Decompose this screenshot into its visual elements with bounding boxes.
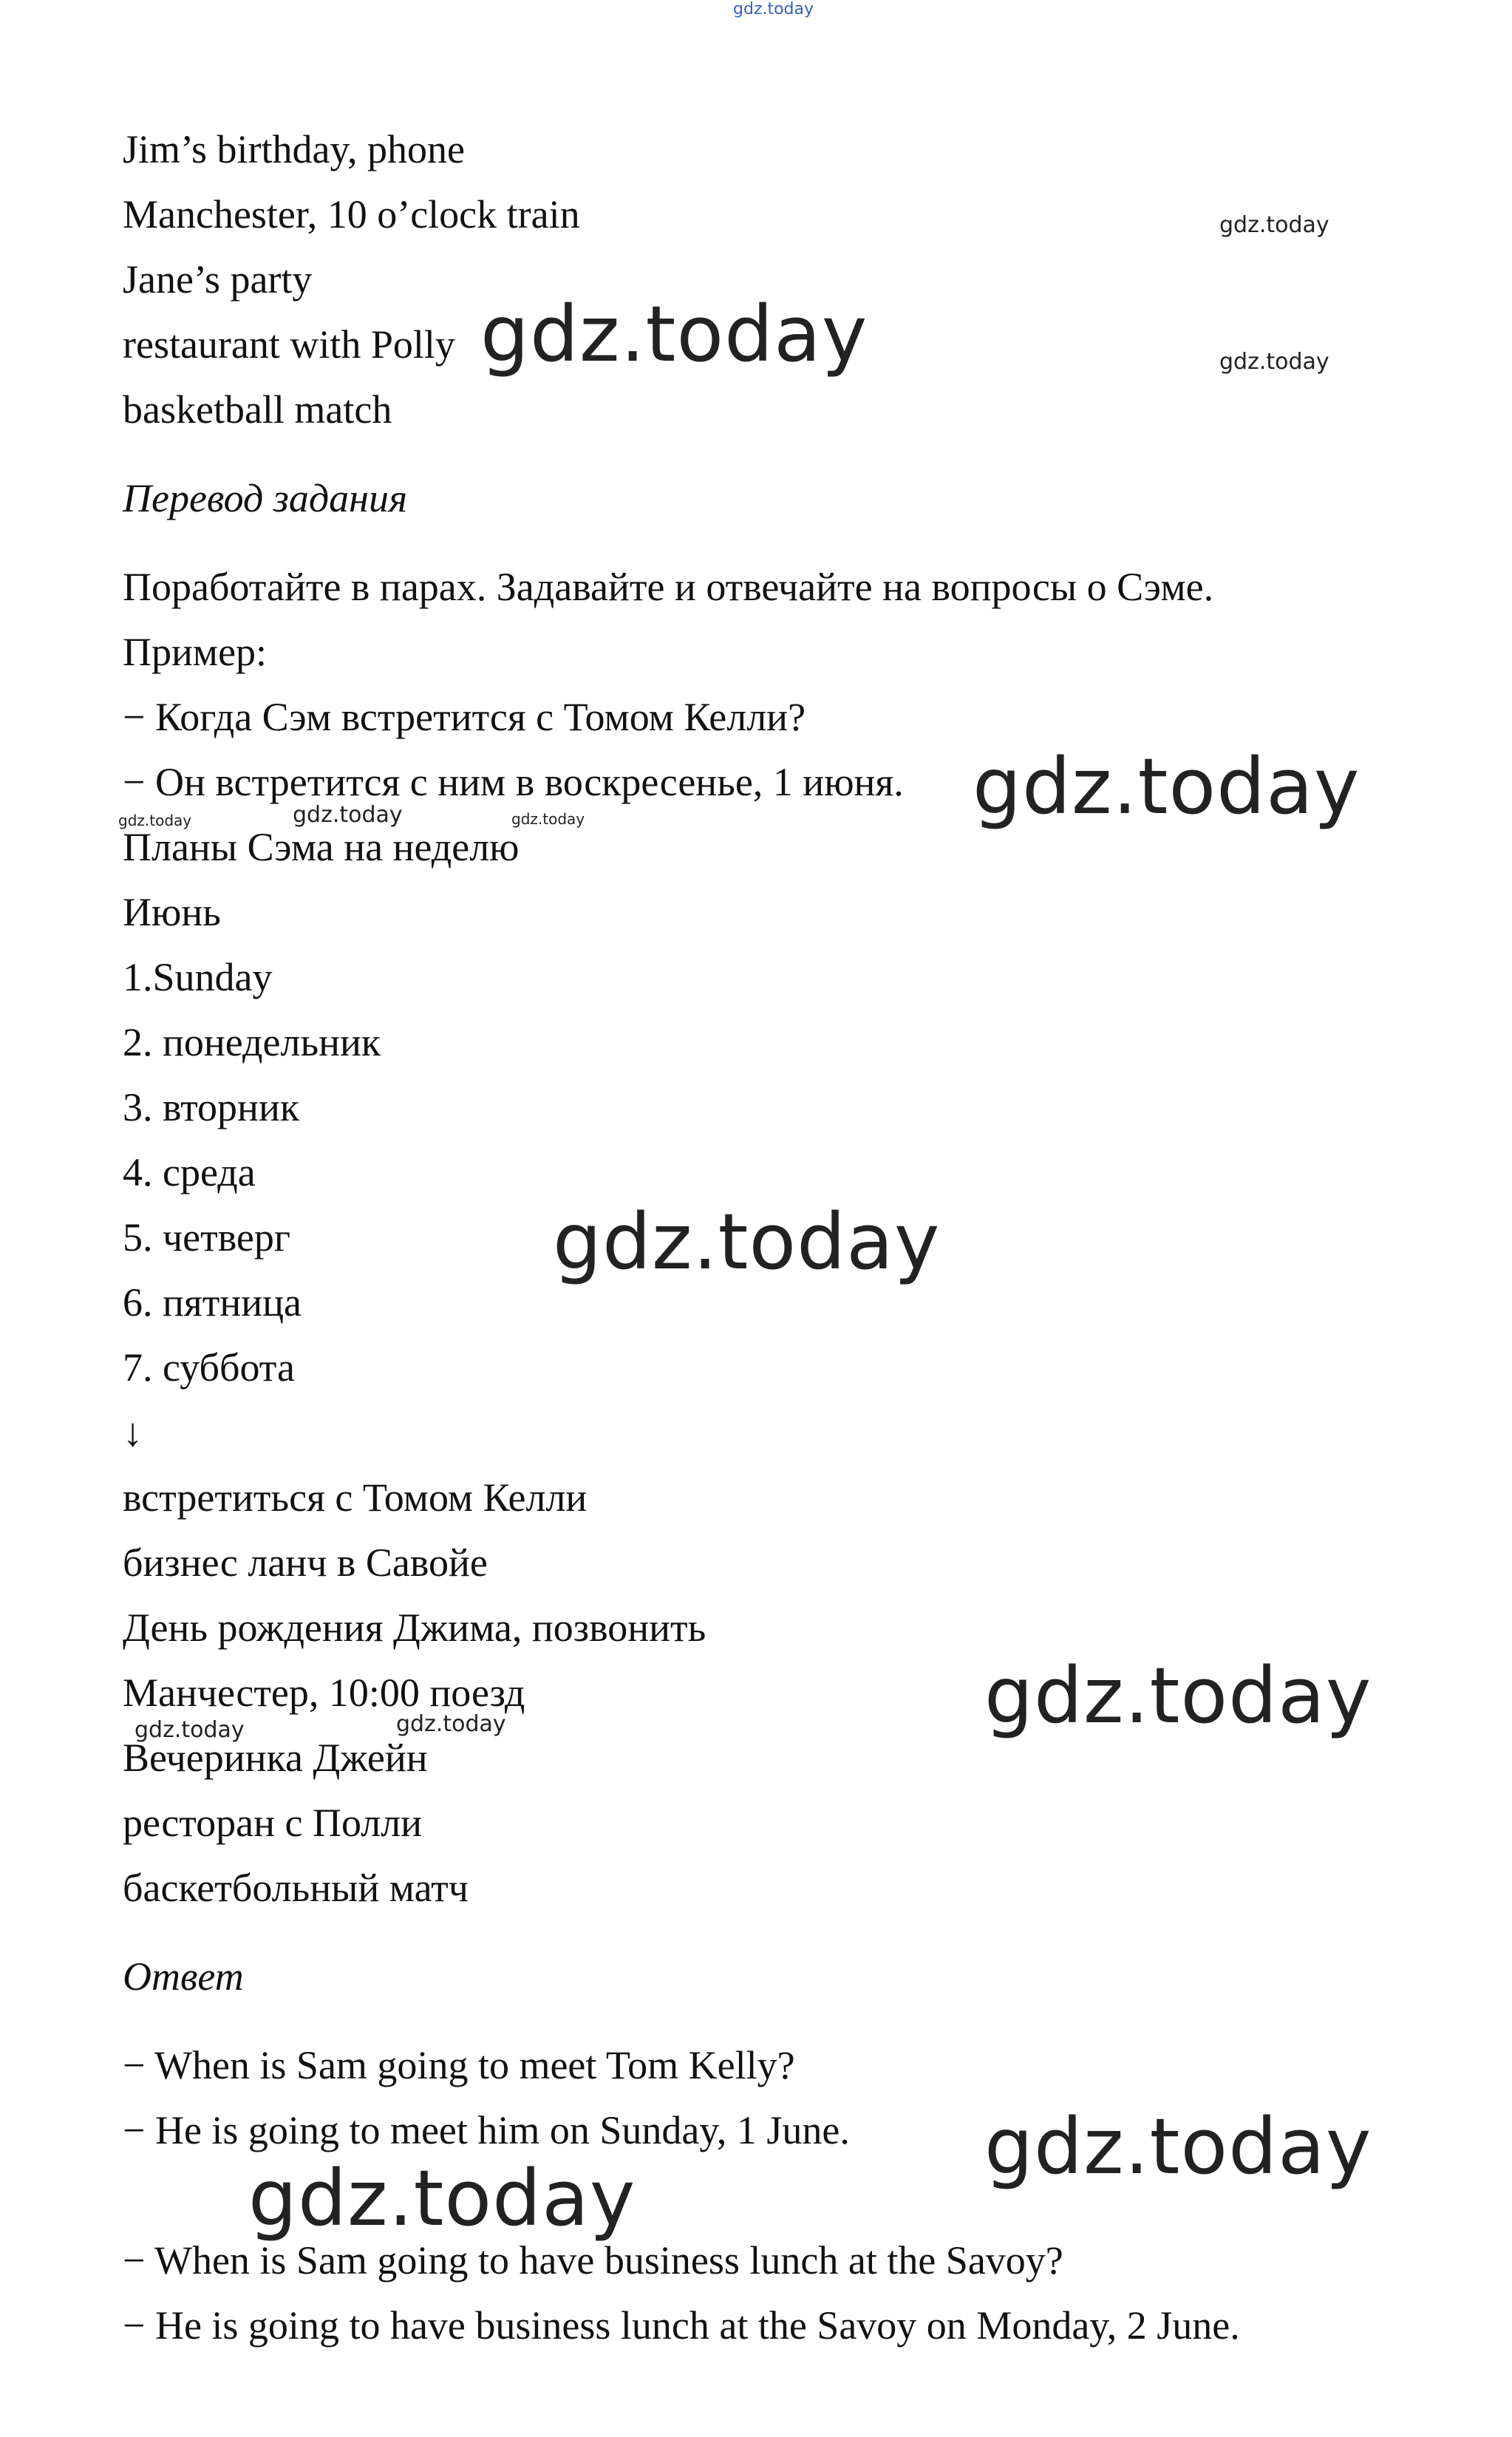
translation-line: 6. пятница — [123, 1280, 302, 1325]
watermark-tiny: gdz.today — [118, 812, 192, 829]
translation-line: 5. четверг — [123, 1215, 291, 1260]
translation-heading: Перевод задания — [123, 476, 408, 520]
task-line: Jim’s birthday, phone — [123, 127, 465, 171]
translation-line: 3. вторник — [123, 1085, 300, 1129]
translation-line: День рождения Джима, позвонить — [123, 1605, 706, 1650]
translation-line: 2. понедельник — [123, 1020, 381, 1064]
translation-line: Вечеринка Джейн — [123, 1736, 428, 1780]
translation-line: встретиться с Томом Келли — [123, 1475, 588, 1520]
translation-line: 4. среда — [123, 1150, 256, 1194]
watermark-large: gdz.today — [248, 2153, 636, 2243]
translation-line: бизнес ланч в Савойе — [123, 1540, 488, 1585]
watermark-small: gdz.today — [1219, 212, 1329, 238]
task-line: Jane’s party — [123, 257, 313, 302]
watermark-small: gdz.today — [396, 1711, 506, 1737]
translation-line: 7. суббота — [123, 1345, 296, 1390]
answer-line: − He is going to have business lunch at the Savoy on Monday, 2 June. — [123, 2303, 1240, 2348]
watermark-top: gdz.today — [733, 0, 814, 18]
watermark-small: gdz.today — [1219, 349, 1329, 375]
watermark-small: gdz.today — [293, 802, 403, 828]
translation-line: баскетбольный матч — [123, 1866, 469, 1910]
arrow-down-icon: ↓ — [123, 1410, 143, 1455]
answer-line: − When is Sam going to have business lunch at the Savoy? — [123, 2238, 1063, 2283]
translation-line: ресторан с Полли — [123, 1801, 423, 1845]
translation-line: Пример: — [123, 630, 268, 674]
task-line: Manchester, 10 o’clock train — [123, 192, 580, 237]
watermark-tiny: gdz.today — [511, 810, 585, 828]
translation-line: Июнь — [123, 890, 221, 934]
watermark-large: gdz.today — [553, 1197, 941, 1287]
translation-line: − Он встретится с ним в воскресенье, 1 июня. — [123, 760, 904, 804]
task-line: restaurant with Polly — [123, 322, 455, 367]
watermark-large: gdz.today — [973, 741, 1361, 832]
watermark-large: gdz.today — [984, 2101, 1372, 2192]
watermark-large: gdz.today — [480, 289, 868, 379]
translation-line: Поработайте в парах. Задавайте и отвечайте на вопросы о Сэме. — [123, 565, 1214, 609]
translation-line: − Когда Сэм встретится с Томом Келли? — [123, 695, 806, 739]
watermark-large: gdz.today — [984, 1651, 1372, 1741]
watermark-small: gdz.today — [134, 1717, 245, 1743]
translation-line: Манчестер, 10:00 поезд — [123, 1670, 525, 1715]
answer-heading: Ответ — [123, 1954, 244, 1999]
answer-line: − He is going to meet him on Sunday, 1 June. — [123, 2108, 850, 2152]
translation-line: Планы Сэма на неделю — [123, 825, 520, 869]
translation-line: 1.Sunday — [123, 955, 273, 999]
answer-line: − When is Sam going to meet Tom Kelly? — [123, 2043, 795, 2087]
task-line: basketball match — [123, 387, 392, 432]
